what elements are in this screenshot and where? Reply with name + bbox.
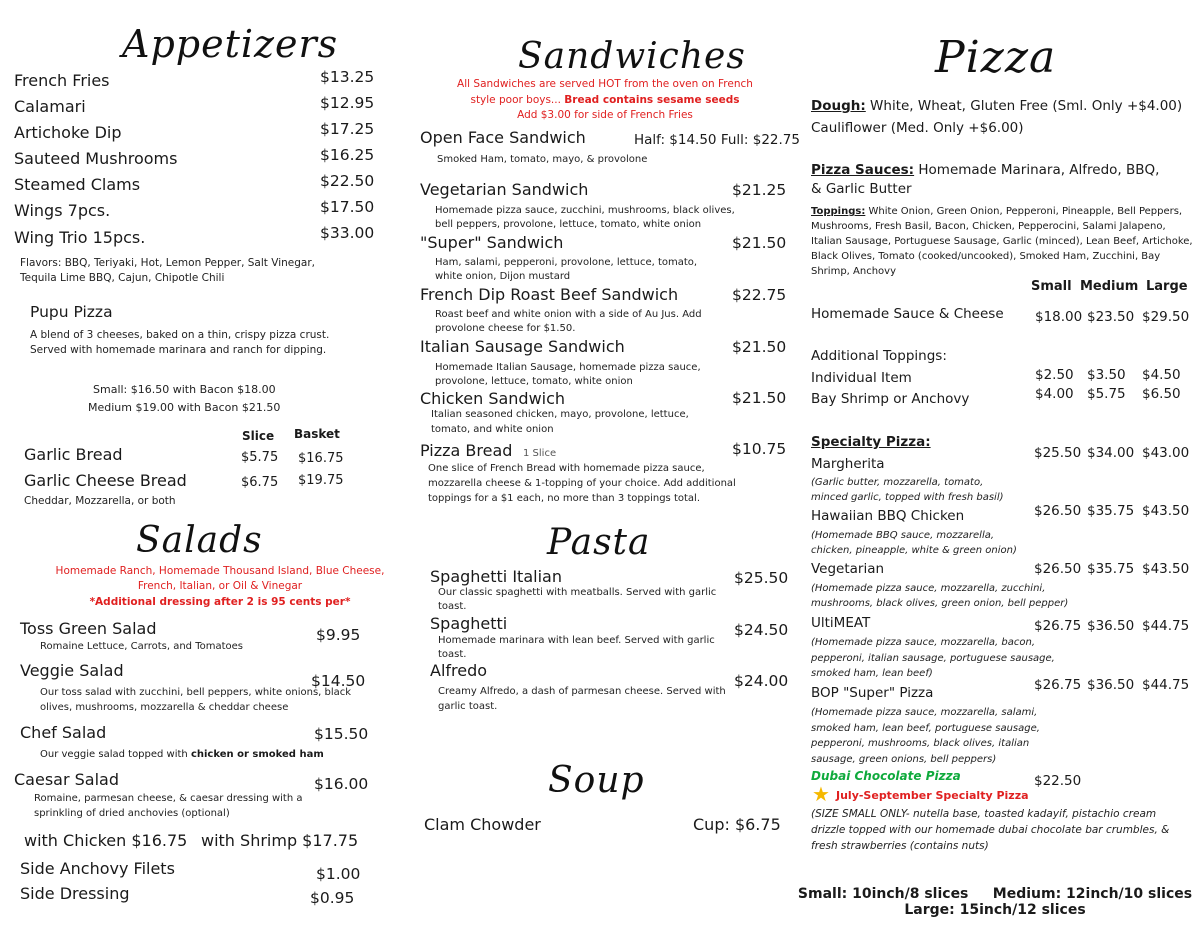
dressing-list-2: French, Italian, or Oil & Vinegar [137, 580, 303, 592]
menu-item-price: $19.75 [298, 473, 344, 488]
menu-item-desc: (Homemade BBQ sauce, mozzarella, chicken, pineapple, white & green onion) [811, 530, 1017, 556]
desc-bold-text: chicken or smoked ham [190, 749, 324, 760]
toppings-list [811, 204, 1197, 279]
menu-item-name: Pizza Bread [420, 441, 513, 460]
menu-item-name: Garlic Bread [24, 445, 123, 464]
desc-text: Our veggie salad topped with [40, 749, 191, 760]
menu-item-name: French Dip Roast Beef Sandwich [420, 285, 679, 304]
menu-item-price: $26.75 [1034, 677, 1082, 693]
menu-item-name: Clam Chowder [424, 815, 541, 834]
menu-item-name: Spaghetti [430, 614, 508, 633]
menu-item-price: $16.25 [320, 146, 375, 164]
size-header-large: Large [1146, 279, 1188, 294]
menu-item-price: $22.50 [320, 172, 375, 190]
menu-item-price: $10.75 [732, 440, 787, 458]
menu-item-name: Homemade Sauce & Cheese [811, 306, 1004, 322]
menu-item-price: $21.50 [732, 338, 787, 356]
menu-item-price: $16.75 [298, 451, 344, 466]
size-legend-2: Large: 15inch/12 slices [904, 902, 1086, 918]
menu-item-name: Artichoke Dip [14, 123, 122, 142]
menu-item-price: $5.75 [241, 450, 279, 465]
menu-item-desc: Ham, salami, pepperoni, provolone, lettuce, tomato, white onion, Dijon mustard [435, 257, 698, 282]
menu-item-price: $2.50 [1035, 367, 1074, 383]
menu-item-price: $12.95 [320, 94, 375, 112]
menu-item-price: $24.50 [734, 621, 789, 639]
menu-item-price: $21.50 [732, 234, 787, 252]
menu-item-price: $18.00 [1035, 309, 1083, 325]
menu-item-price: $15.50 [314, 725, 369, 743]
menu-item-desc: Homemade Italian Sausage, homemade pizza sauce, provolone, lettuce, tomato, white onion [435, 362, 701, 387]
menu-item-price: $6.75 [241, 475, 279, 490]
menu-item-price: $26.50 [1034, 561, 1082, 577]
menu-item-desc: Romaine Lettuce, Carrots, and Tomatoes [40, 641, 244, 652]
dubai-pizza-name: Dubai Chocolate Pizza [811, 769, 961, 783]
bread-note: Cheddar, Mozzarella, or both [24, 495, 176, 507]
menu-item-price: $22.75 [732, 286, 787, 304]
menu-item-desc: (Garlic butter, mozzarella, tomato, minced garlic, topped with fresh basil) [811, 477, 1004, 503]
menu-item-name: Sauteed Mushrooms [14, 149, 178, 168]
menu-item-price: $44.75 [1142, 677, 1190, 693]
menu-item-price: $14.50 [311, 672, 366, 690]
menu-item-desc: Our classic spaghetti with meatballs. Served with garlic toast. [438, 587, 717, 612]
menu-item-price: $4.00 [1035, 386, 1074, 402]
menu-item-name: Bay Shrimp or Anchovy [811, 391, 970, 407]
menu-item-desc [40, 749, 324, 760]
slice-header: Slice [242, 429, 275, 443]
menu-item-desc: (SIZE SMALL ONLY- nutella base, toasted kadayif, pistachio cream drizzle topped with our homemade dubai chocolate bar crumbles, & fresh strawberries (contains nuts) [811, 808, 1170, 852]
sandwiches-title: Sandwiches [518, 36, 746, 77]
dough-line-2: Cauliflower (Med. Only +$6.00) [811, 120, 1024, 136]
menu-item-price: $22.50 [1034, 773, 1082, 789]
menu-item-price: $1.00 [316, 865, 361, 883]
specialty-pizza-label: Specialty Pizza: [811, 434, 931, 450]
menu-item-price: $43.50 [1142, 503, 1190, 519]
menu-item-price: $4.50 [1142, 367, 1181, 383]
menu-item-price: $9.95 [316, 626, 361, 644]
menu-item-price: $16.00 [314, 775, 369, 793]
note-bold-text: Bread contains sesame seeds [564, 94, 740, 106]
menu-item-name: Wings 7pcs. [14, 201, 111, 220]
menu-item-name: Caesar Salad [14, 770, 119, 789]
menu-item-desc: (Homemade pizza sauce, mozzarella, bacon, pepperoni, italian sausage, portuguese sausage, smoked ham, lean beef) [811, 637, 1055, 679]
menu-item-price: $21.25 [732, 181, 787, 199]
appetizers-title: Appetizers [122, 22, 339, 66]
menu-item-price: $17.50 [320, 198, 375, 216]
menu-item-name: Veggie Salad [20, 661, 124, 680]
with-shrimp-price: with Shrimp $17.75 [201, 831, 359, 850]
menu-item-price: $35.75 [1087, 503, 1135, 519]
menu-item-desc: Creamy Alfredo, a dash of parmesan cheese. Served with garlic toast. [438, 686, 726, 712]
menu-item-price: $36.50 [1087, 677, 1135, 693]
menu-item-name: UltiMEAT [811, 615, 871, 631]
menu-item-name: Steamed Clams [14, 175, 141, 194]
menu-item-name: Individual Item [811, 370, 912, 386]
menu-item-desc: Homemade marinara with lean beef. Served with garlic toast. [438, 635, 715, 660]
with-chicken-price: with Chicken $16.75 [24, 831, 188, 850]
pupu-small-price: Small: $16.50 with Bacon $18.00 [93, 383, 276, 396]
menu-item-name: Chicken Sandwich [420, 389, 566, 408]
menu-item-desc: (Homemade pizza sauce, mozzarella, salami, smoked ham, lean beef, portuguese sausage, pepperoni, mushrooms, black olives, italian sausage, green onions, bell peppers) [811, 707, 1040, 765]
menu-item-price: $36.50 [1087, 618, 1135, 634]
wing-flavors: Flavors: BBQ, Teriyaki, Hot, Lemon Pepper, Salt Vinegar, Tequila Lime BBQ, Cajun, Chipotle Chili [20, 257, 315, 284]
menu-item-price: $6.50 [1142, 386, 1181, 402]
menu-item-price: $44.75 [1142, 618, 1190, 634]
pasta-title: Pasta [547, 522, 651, 563]
additional-toppings-label: Additional Toppings: [811, 348, 947, 364]
menu-item-price: $43.50 [1142, 561, 1190, 577]
menu-item-price: $25.50 [1034, 445, 1082, 461]
size-header-medium: Medium [1080, 279, 1139, 294]
menu-item-name: Vegetarian [811, 561, 885, 577]
menu-item-price: $24.00 [734, 672, 789, 690]
pizza-title: Pizza [935, 32, 1057, 83]
menu-item-desc: (Homemade pizza sauce, mozzarella, zucchini, mushrooms, black olives, green onion, bell pepper) [811, 583, 1069, 609]
menu-item-price: Half: $14.50 Full: $22.75 [634, 132, 800, 148]
menu-item-name: Calamari [14, 97, 86, 116]
menu-item-tag: 1 Slice [523, 448, 557, 459]
dough-label: Dough: [811, 98, 866, 114]
dressing-list: Homemade Ranch, Homemade Thousand Island, Blue Cheese, [55, 565, 385, 577]
menu-item-price: $33.00 [320, 224, 375, 242]
menu-item-price: $43.00 [1142, 445, 1190, 461]
sauces-label: Pizza Sauces: [811, 162, 915, 178]
menu-item-price: $21.50 [732, 389, 787, 407]
menu-item-name: Spaghetti Italian [430, 567, 562, 586]
menu-item-price: $5.75 [1087, 386, 1126, 402]
dough-line [811, 98, 1182, 114]
menu-item-name: Alfredo [430, 661, 488, 680]
dough-text: White, Wheat, Gluten Free (Sml. Only +$4.00) [865, 98, 1183, 114]
basket-header: Basket [294, 427, 340, 441]
dressing-note: *Additional dressing after 2 is 95 cents per* [89, 596, 351, 608]
menu-item-name: Chef Salad [20, 723, 107, 742]
menu-item-price: $3.50 [1087, 367, 1126, 383]
pupu-pizza-name: Pupu Pizza [30, 303, 113, 321]
menu-item-desc: Smoked Ham, tomato, mayo, & provolone [437, 154, 648, 165]
menu-item-name: "Super" Sandwich [420, 233, 564, 252]
menu-item-price: $13.25 [320, 68, 375, 86]
menu-item-price: $23.50 [1087, 309, 1135, 325]
sandwich-note-3: Add $3.00 for side of French Fries [517, 109, 693, 121]
pupu-medium-price: Medium $19.00 with Bacon $21.50 [88, 401, 281, 414]
menu-item-price: $26.75 [1034, 618, 1082, 634]
sandwich-note: All Sandwiches are served HOT from the oven on French [457, 78, 753, 90]
menu-item-desc: One slice of French Bread with homemade pizza sauce, mozzarella cheese & 1-topping of your choice. Add additional toppings for a $1 each, no more than 3 toppings total. [428, 463, 736, 504]
menu-item-name: Hawaiian BBQ Chicken [811, 508, 965, 524]
menu-item-price: $25.50 [734, 569, 789, 587]
pupu-pizza-desc: A blend of 3 cheeses, baked on a thin, crispy pizza crust. Served with homemade marinara and ranch for dipping. [30, 329, 330, 356]
menu-item-price: $34.00 [1087, 445, 1135, 461]
menu-item-name: Garlic Cheese Bread [24, 471, 187, 490]
sauces-text: Homemade Marinara, Alfredo, BBQ, [914, 162, 1160, 178]
menu-item-price: $35.75 [1087, 561, 1135, 577]
menu-item-name: Wing Trio 15pcs. [14, 228, 146, 247]
menu-item-name: Side Anchovy Filets [20, 859, 175, 878]
menu-item-price: $0.95 [310, 889, 355, 907]
menu-item-name: Vegetarian Sandwich [420, 180, 589, 199]
menu-item-desc: Homemade pizza sauce, zucchini, mushrooms, black olives, bell peppers, provolone, lettuce, tomato, white onion [435, 205, 735, 230]
menu-item-name: Toss Green Salad [20, 619, 157, 638]
star-icon: ★ [812, 782, 830, 806]
menu-item-name: Side Dressing [20, 884, 130, 903]
menu-item-price: $17.25 [320, 120, 375, 138]
menu-item-desc: Romaine, parmesan cheese, & caesar dressing with a sprinkling of dried anchovies (optional) [34, 793, 303, 819]
sauces-line [811, 162, 1159, 178]
menu-item-price: $29.50 [1142, 309, 1190, 325]
soup-title: Soup [548, 760, 645, 801]
size-legend: Small: 10inch/8 slices Medium: 12inch/10 slices [797, 886, 1193, 902]
menu-item-name: BOP "Super" Pizza [811, 685, 934, 701]
menu-item-name: Margherita [811, 456, 885, 472]
sandwich-note-2 [420, 94, 790, 106]
note-text: style poor boys... [470, 94, 565, 106]
toppings-label: Toppings: [811, 206, 866, 217]
menu-item-desc: Our toss salad with zucchini, bell peppers, white onions, black olives, mushrooms, mozzarella & cheddar cheese [40, 687, 352, 713]
menu-item-desc: Italian seasoned chicken, mayo, provolone, lettuce, tomato, and white onion [431, 409, 689, 435]
toppings-text: White Onion, Green Onion, Pepperoni, Pineapple, Bell Peppers, Mushrooms, Fresh Basil, Bacon, Chicken, Pepperocini, Salami Jalapeno, Italian Sausage, Portuguese Sausage, Garlic (minced), Lean Beef, Artichoke, Black Olives, Tomato (cooked/uncooked), Smoked Ham, Zucchini, Bay Shrimp, Anchovy [811, 206, 1193, 277]
specialty-tag: July-September Specialty Pizza [836, 789, 1029, 802]
menu-item-price: Cup: $6.75 [693, 815, 781, 834]
size-header-small: Small [1031, 279, 1072, 294]
menu-item-name: Italian Sausage Sandwich [420, 337, 625, 356]
menu-item-desc: Roast beef and white onion with a side of Au Jus. Add provolone cheese for $1.50. [435, 309, 702, 334]
menu-item-name: Open Face Sandwich [420, 128, 586, 147]
sauces-line-2: & Garlic Butter [811, 181, 912, 197]
menu-item-price: $26.50 [1034, 503, 1082, 519]
salads-title: Salads [136, 520, 263, 561]
menu-item-name: French Fries [14, 71, 110, 90]
